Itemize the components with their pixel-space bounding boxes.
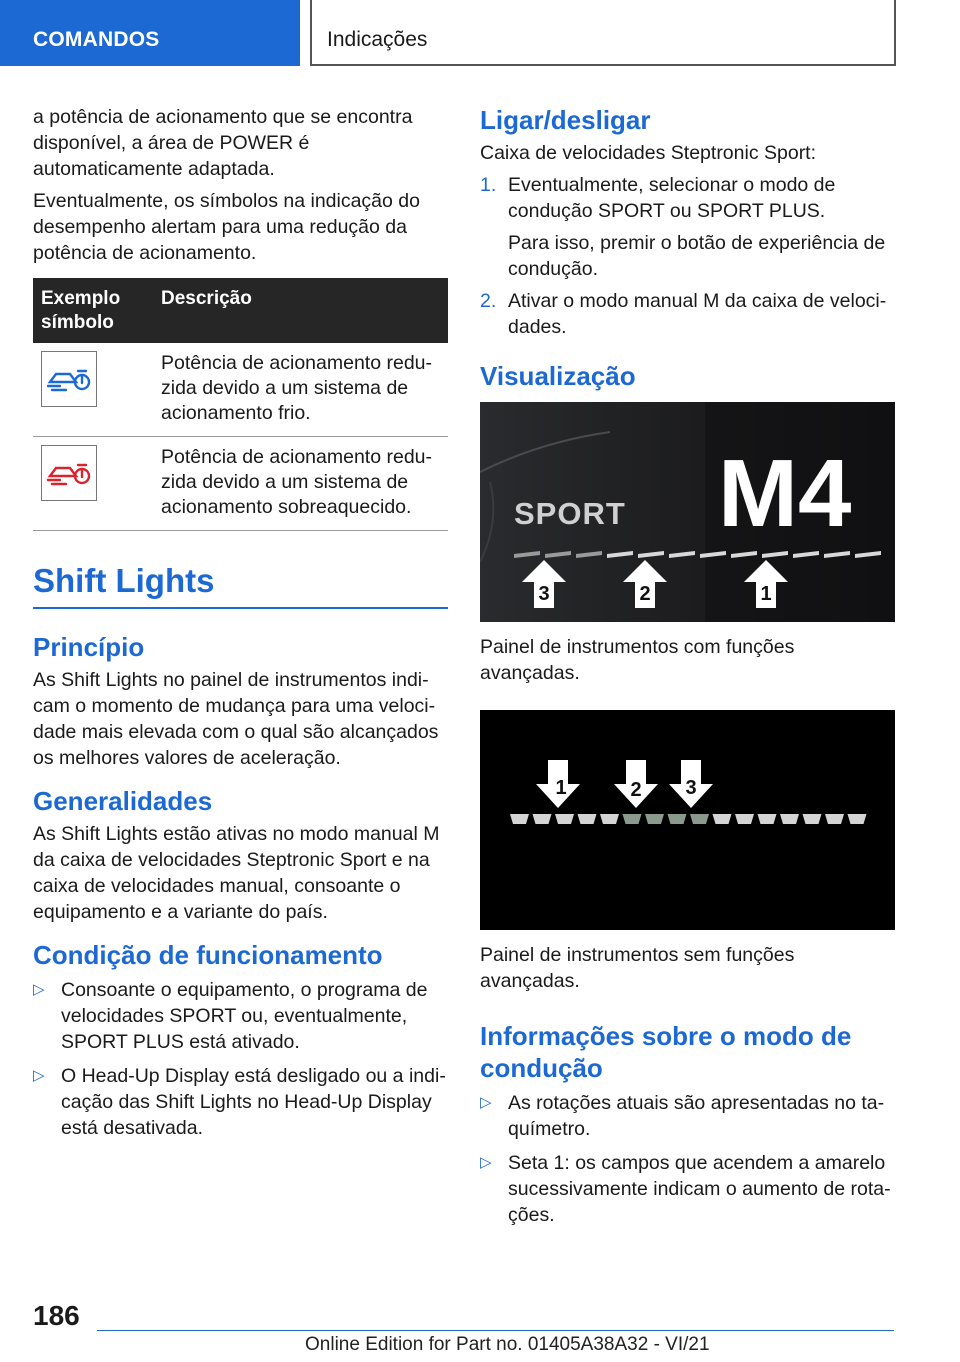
triangle-bullet-icon: ▷ <box>480 1094 492 1111</box>
svg-text:3: 3 <box>685 777 697 799</box>
svg-text:2: 2 <box>630 779 642 801</box>
shift-light-segment <box>848 814 867 824</box>
symbol-frame <box>41 351 97 407</box>
principle-text: As Shift Lights no painel de instrumentos indicam o momento de mudança para uma velocidade mais elevada com o qual são alcançados os melhores valores de aceleração. <box>33 669 439 769</box>
triangle-bullet-icon: ▷ <box>33 1067 45 1084</box>
shift-light-segment <box>780 814 799 824</box>
shift-light-segment <box>645 814 664 824</box>
on-off-steps <box>480 172 895 340</box>
symbol-table <box>33 278 448 531</box>
table-header-description: Descrição <box>153 278 448 343</box>
shift-light-segment <box>690 814 709 824</box>
step-sub-text: Para isso, premir o botão de experiência de condução. <box>508 232 886 280</box>
caption-basic: Painel de instrumentos sem funções avançadas. <box>480 944 795 992</box>
intro-paragraph-1: a potência de acionamento que se encontra disponível, a área de POWER é automaticamente adaptada. <box>33 106 413 180</box>
table-cell-description: Potência de acionamento reduzida devido a um sistema de acionamento sobreaquecido. <box>153 437 448 531</box>
left-column <box>33 104 448 1149</box>
section-label: Indicações <box>327 28 428 51</box>
gear-indicator: M4 <box>718 440 852 547</box>
car-powertrain-icon-hot <box>46 458 92 488</box>
heading-display: Visualização <box>480 361 636 391</box>
svg-text:1: 1 <box>555 777 567 799</box>
shift-light-segment <box>555 814 574 824</box>
list-item: ▷ Consoante o equipamento, o programa de velocidades SPORT ou, eventualmente, SPORT PLUS está ativado. <box>33 979 428 1053</box>
shift-light-segment <box>713 814 732 824</box>
shift-light-segment <box>803 814 822 824</box>
shift-light-segment <box>825 814 844 824</box>
footer-divider <box>97 1330 894 1331</box>
cluster-image-basic <box>480 710 895 930</box>
shift-light-segment <box>668 814 687 824</box>
table-row <box>33 343 448 437</box>
svg-text:1: 1 <box>760 583 772 605</box>
heading-general: Generalidades <box>33 786 213 816</box>
shift-light-segment <box>623 814 642 824</box>
shift-light-segment <box>735 814 754 824</box>
symbol-frame <box>41 445 97 501</box>
list-item: 2. Ativar o modo manual M da caixa de velocidades. <box>480 290 887 338</box>
list-item: ▷ O Head-Up Display está desligado ou a indicação das Shift Lights no Head-Up Display está desativada. <box>33 1065 446 1139</box>
caption-advanced: Painel de instrumentos com funções avançadas. <box>480 636 795 684</box>
mode-info-list <box>480 1090 895 1228</box>
list-item: ▷ Seta 1: os campos que acendem a amarelo sucessivamente indicam o aumento de rotações. <box>480 1152 891 1226</box>
step-number: 2. <box>480 290 497 312</box>
shift-light-segment <box>578 814 597 824</box>
table-cell-description: Potência de acionamento reduzida devido a um sistema de acionamento frio. <box>153 343 448 437</box>
shift-light-segment <box>758 814 777 824</box>
chapter-label: COMANDOS <box>33 28 160 51</box>
section-title-shift-lights: Shift Lights <box>33 561 448 609</box>
edition-note: Online Edition for Part no. 01405A38A32 - VI/21 <box>305 1334 710 1355</box>
cluster-image-advanced <box>480 402 895 622</box>
svg-text:2: 2 <box>639 583 651 605</box>
condition-list <box>33 977 448 1141</box>
shift-light-segment <box>510 814 529 824</box>
section-header <box>310 0 896 66</box>
chapter-tab <box>0 0 300 66</box>
list-item: 1. Eventualmente, selecionar o modo de condução SPORT ou SPORT PLUS. Para isso, premir o botão de experiência de condução. <box>480 172 895 282</box>
table-row <box>33 437 448 531</box>
on-off-intro: Caixa de velocidades Steptronic Sport: <box>480 142 817 164</box>
shift-light-segment <box>533 814 552 824</box>
svg-text:3: 3 <box>538 583 550 605</box>
shift-light-segment <box>600 814 619 824</box>
triangle-bullet-icon: ▷ <box>33 981 45 998</box>
list-item: ▷ As rotações atuais são apresentadas no taquímetro. <box>480 1092 885 1140</box>
page-number: 186 <box>33 1300 80 1331</box>
car-powertrain-icon-cold <box>46 364 92 394</box>
heading-condition: Condição de funcionamento <box>33 940 383 970</box>
heading-principle: Princípio <box>33 632 145 662</box>
heading-mode-info: Informações sobre o modo de condução <box>480 1021 852 1083</box>
heading-on-off: Ligar/desligar <box>480 105 651 135</box>
general-text: As Shift Lights estão ativas no modo manual M da caixa de velocidades Steptronic Sport e na caixa de velocidades manual, consoante o equipamento e a variante do país. <box>33 823 440 923</box>
step-number: 1. <box>480 174 497 196</box>
right-column <box>480 104 895 1236</box>
table-header-symbol: Exemplo símbolo <box>33 278 153 343</box>
intro-paragraph-2: Eventualmente, os símbolos na indicação do desempenho alertam para uma redução da potência de acionamento. <box>33 190 420 264</box>
triangle-bullet-icon: ▷ <box>480 1154 492 1171</box>
drive-mode-text: SPORT <box>514 496 626 531</box>
